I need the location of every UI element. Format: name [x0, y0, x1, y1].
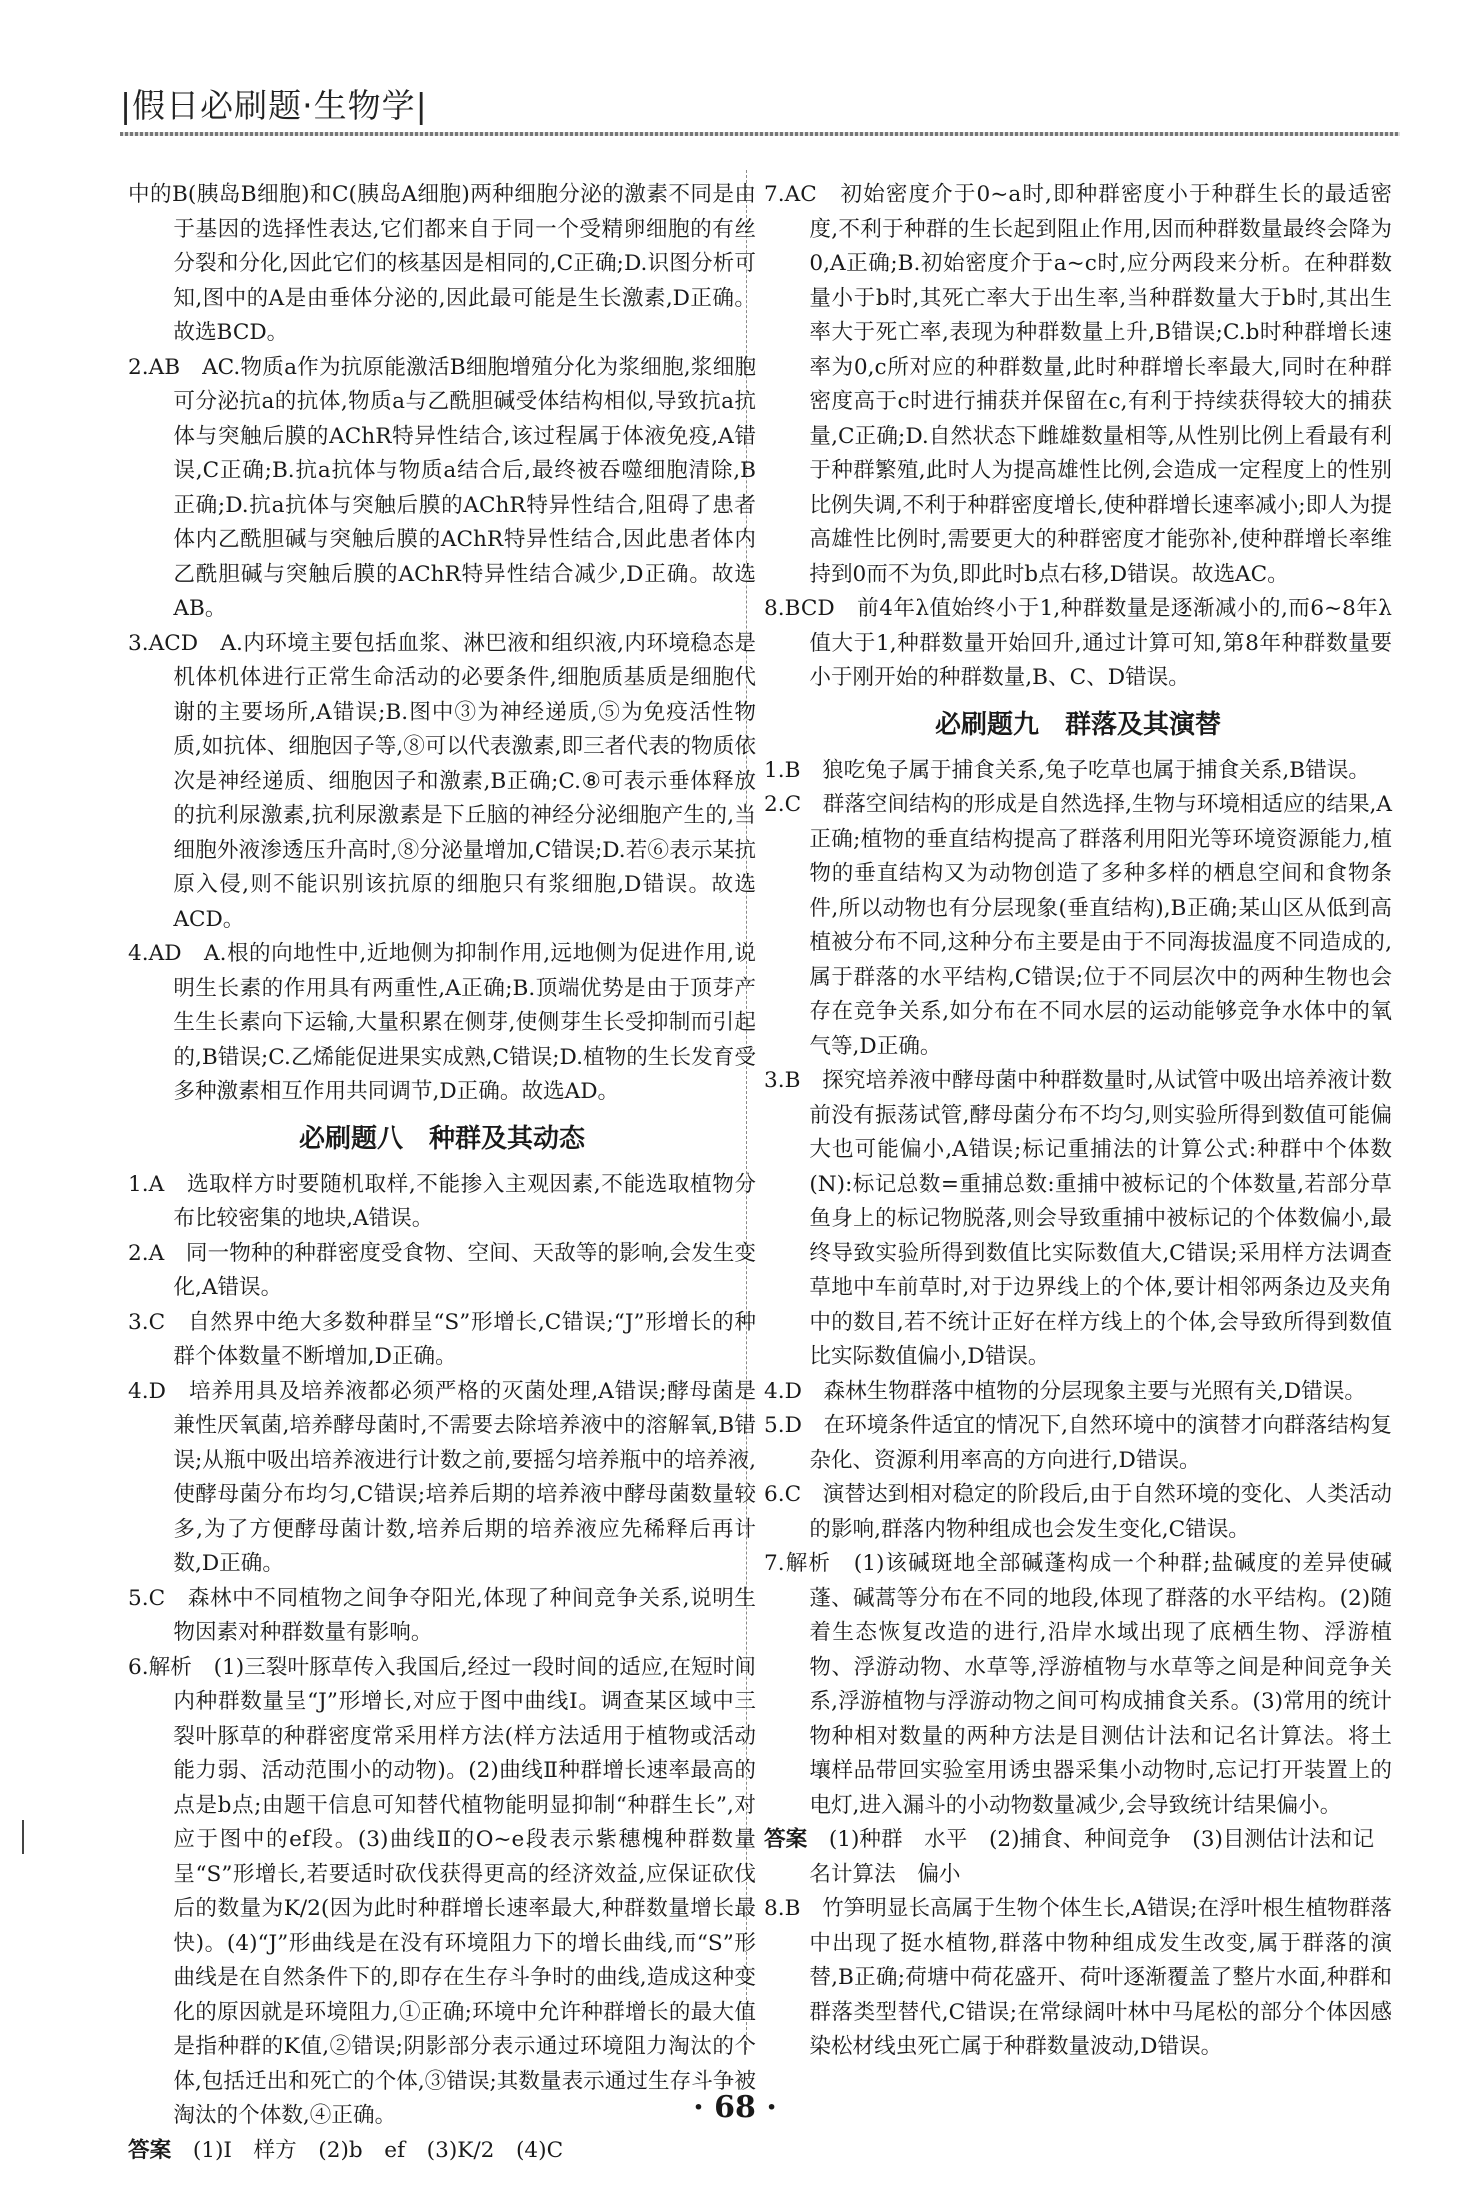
- answer-item: 3.B 探究培养液中酵母菌中种群数量时,从试管中吸出培养液计数前没有振荡试管,酵母菌分布不均匀,则实验所得到数值可能偏大也可能偏小,A错误;标记重捕法的计算公式:种群中个体数(N):标记总数=重捕总数:重捕中被标记的个体数量,若部分草鱼身上的标记物脱落,则会导致重捕中被标记的个体数偏小,最终导致实验所得到数值比实际数值大,C错误;采用样方法调查草地中车前草时,对于边界线上的个体,要计相邻两条边及夹角中的数目,若不统计正好在样方线上的个体,会导致所得到数值比实际数值偏小,D错误。: [764, 1068, 1392, 1369]
- answer-item: 7.AC 初始密度介于0~a时,即种群密度小于种群生长的最适密度,不利于种群的生长起到阻止作用,因而种群数量最终会降为0,A正确;B.初始密度介于a~c时,应分两段来分析。在种群数量小于b时,其死亡率大于出生率,当种群数量大于b时,其出生率大于死亡率,表现为种群数量上升,B错误;C.b时种群增长速率为0,c所对应的种群数量,此时种群增长率最大,同时在种群密度高于c时进行捕获并保留在c,有利于持续获得较大的捕获量,C正确;D.自然状态下雌雄数量相等,从性别比例上看最有利于种群繁殖,此时人为提高雄性比例,会造成一定程度上的性别比例失调,不利于种群密度增长,使种群增长速率减小;即人为提高雄性比例时,需要更大的种群密度才能弥补,使种群增长率维持到0而不为负,即此时b点右移,D错误。故选AC。: [764, 182, 1392, 587]
- answer-item: 7.解析 (1)该碱斑地全部碱蓬构成一个种群;盐碱度的差异使碱蓬、碱蒿等分布在不同的地段,体现了群落的水平结构。(2)随着生态恢复改造的进行,沿岸水域出现了底栖生物、浮游植物、浮游动物、水草等,浮游植物与水草等之间是种间竞争关系,浮游植物与浮游动物之间可构成捕食关系。(3)常用的统计物种相对数量的两种方法是目测估计法和记名计算法。将土壤样品带回实验室用诱虫器采集小动物时,忘记打开装置上的电灯,进入漏斗的小动物数量减少,会导致统计结果偏小。: [764, 1551, 1392, 1818]
- answer-text: (1)种群 水平 (2)捕食、种间竞争 (3)目测估计法和记名计算法 偏小: [809, 1827, 1375, 1887]
- answer-item: 2.C 群落空间结构的形成是自然选择,生物与环境相适应的结果,A正确;植物的垂直结构提高了群落利用阳光等环境资源能力,植物的垂直结构又为动物创造了多种多样的栖息空间和食物条件,所以动物也有分层现象(垂直结构),B正确;某山区从低到高植被分布不同,这种分布主要是由于不同海拔温度不同造成的,属于群落的水平结构,C错误;位于不同层次中的两种生物也会存在竞争关系,如分布在不同水层的运动能够竞争水体中的氧气等,D正确。: [764, 792, 1392, 1059]
- answer-item: 8.BCD 前4年λ值始终小于1,种群数量是逐渐减小的,而6~8年λ值大于1,种群数量开始回升,通过计算可知,第8年种群数量要小于刚开始的种群数量,B、C、D错误。: [764, 596, 1392, 690]
- answer-item: 5.D 在环境条件适宜的情况下,自然环境中的演替才向群落结构复杂化、资源利用率高的方向进行,D错误。: [764, 1413, 1392, 1473]
- answer-item: 6.解析 (1)三裂叶豚草传入我国后,经过一段时间的适应,在短时间内种群数量呈“J”形增长,对应于图中曲线Ⅰ。调查某区域中三裂叶豚草的种群密度常采用样方法(样方法适用于植物或活动能力弱、活动范围小的动物)。(2)曲线Ⅱ种群增长速率最高的点是b点;由题干信息可知替代植物能明显抑制“种群生长”,对应于图中的ef段。(3)曲线Ⅱ的O~e段表示紫穗槐种群数量呈“S”形增长,若要适时砍伐获得更高的经济效益,应保证砍伐后的数量为K/2(因为此时种群增长速率最大,种群数量增长最快)。(4)“J”形曲线是在没有环境阻力下的增长曲线,而“S”形曲线是在自然条件下的,即存在生存斗争时的曲线,造成这种变化的原因就是环境阻力,①正确;环境中允许种群增长的最大值是指种群的K值,②错误;阴影部分表示通过环境阻力淘汰的个体,包括迁出和死亡的个体,③错误;其数量表示通过生存斗争被淘汰的个体数,④正确。: [128, 1654, 756, 2128]
- section-heading: 必刷题八 种群及其动态: [298, 1123, 585, 1154]
- answer-item: 5.C 森林中不同植物之间争夺阳光,体现了种间竞争关系,说明生物因素对种群数量有影响。: [128, 1585, 756, 1645]
- answer-line: [764, 1823, 1392, 1892]
- answer-text: (1)Ⅰ 样方 (2)b ef (3)K/2 (4)C: [192, 2137, 564, 2163]
- answer-item: 1.B 狼吃兔子属于捕食关系,兔子吃草也属于捕食关系,B错误。: [764, 757, 1370, 783]
- right-column: [764, 178, 1392, 2065]
- answer-tag: 答案: [764, 1827, 808, 1852]
- margin-mark: [22, 1820, 24, 1854]
- header-rule: [120, 132, 1400, 136]
- answer-item: 4.D 森林生物群落中植物的分层现象主要与光照有关,D错误。: [764, 1378, 1366, 1404]
- answer-item: 中的B(胰岛B细胞)和C(胰岛A细胞)两种细胞分泌的激素不同是由于基因的选择性表达,它们都来自于同一个受精卵细胞的有丝分裂和分化,因此它们的核基因是相同的,C正确;D.识图分析可知,图中的A是由垂体分泌的,因此最可能是生长激素,D正确。故选BCD。: [128, 182, 756, 345]
- answer-item: 1.A 选取样方时要随机取样,不能掺入主观因素,不能选取植物分布比较密集的地块,A错误。: [128, 1171, 756, 1231]
- answer-item: 2.A 同一物种的种群密度受食物、空间、天敌等的影响,会发生变化,A错误。: [128, 1240, 756, 1300]
- answer-item: 8.B 竹笋明显长高属于生物个体生长,A错误;在浮叶根生植物群落中出现了挺水植物,群落中物种组成发生改变,属于群落的演替,B正确;荷塘中荷花盛开、荷叶逐渐覆盖了整片水面,种群和群落类型替代,C错误;在常绿阔叶林中马尾松的部分个体因感染松材线虫死亡属于种群数量波动,D错误。: [764, 1896, 1392, 2059]
- answer-item: 6.C 演替达到相对稳定的阶段后,由于自然环境的变化、人类活动的影响,群落内物种组成也会发生变化,C错误。: [764, 1482, 1392, 1542]
- answer-item: 2.AB AC.物质a作为抗原能激活B细胞增殖分化为浆细胞,浆细胞可分泌抗a的抗体,物质a与乙酰胆碱受体结构相似,导致抗a抗体与突触后膜的AChR特异性结合,该过程属于体液免疫,A错误,C正确;B.抗a抗体与物质a结合后,最终被吞噬细胞清除,B正确;D.抗a抗体与突触后膜的AChR特异性结合,阻碍了患者体内乙酰胆碱与突触后膜的AChR特异性结合,因此患者体内乙酰胆碱与突触后膜的AChR特异性结合减少,D正确。故选AB。: [128, 354, 756, 621]
- answer-item: 3.C 自然界中绝大多数种群呈“S”形增长,C错误;“J”形增长的种群个体数量不断增加,D正确。: [128, 1309, 756, 1369]
- answer-item: 4.AD A.根的向地性中,近地侧为抑制作用,远地侧为促进作用,说明生长素的作用具有两重性,A正确;B.顶端优势是由于顶芽产生生长素向下运输,大量积累在侧芽,使侧芽生长受抑制而引起的,B错误;C.乙烯能促进果实成熟,C错误;D.植物的生长发育受多种激素相互作用共同调节,D正确。故选AD。: [128, 941, 756, 1104]
- left-column: [128, 178, 756, 2168]
- page-number: · 68 ·: [693, 2090, 777, 2125]
- answer-line: [128, 2134, 756, 2169]
- answer-tag: 答案: [128, 2137, 172, 2163]
- answer-item: 3.ACD A.内环境主要包括血浆、淋巴液和组织液,内环境稳态是机体机体进行正常生命活动的必要条件,细胞质基质是细胞代谢的主要场所,A错误;B.图中③为神经递质,⑤为免疫活性物质,如抗体、细胞因子等,⑧可以代表激素,即三者代表的物质依次是神经递质、细胞因子和激素,B正确;C.⑧可表示垂体释放的抗利尿激素,抗利尿激素是下丘脑的神经分泌细胞产生的,当细胞外液渗透压升高时,⑧分泌量增加,C错误;D.若⑥表示某抗原入侵,则不能识别该抗原的细胞只有浆细胞,D错误。故选ACD。: [128, 630, 756, 932]
- answer-item: 4.D 培养用具及培养液都必须严格的灭菌处理,A错误;酵母菌是兼性厌氧菌,培养酵母菌时,不需要去除培养液中的溶解氧,B错误;从瓶中吸出培养液进行计数之前,要摇匀培养瓶中的培养液,使酵母菌分布均匀,C错误;培养后期的培养液中酵母菌数量较多,为了方便酵母菌计数,培养后期的培养液应先稀释后再计数,D正确。: [128, 1378, 756, 1576]
- book-title: |假日必刷题·生物学|: [120, 86, 428, 125]
- section-heading: 必刷题九 群落及其演替: [934, 709, 1221, 740]
- page-header: [120, 80, 1400, 142]
